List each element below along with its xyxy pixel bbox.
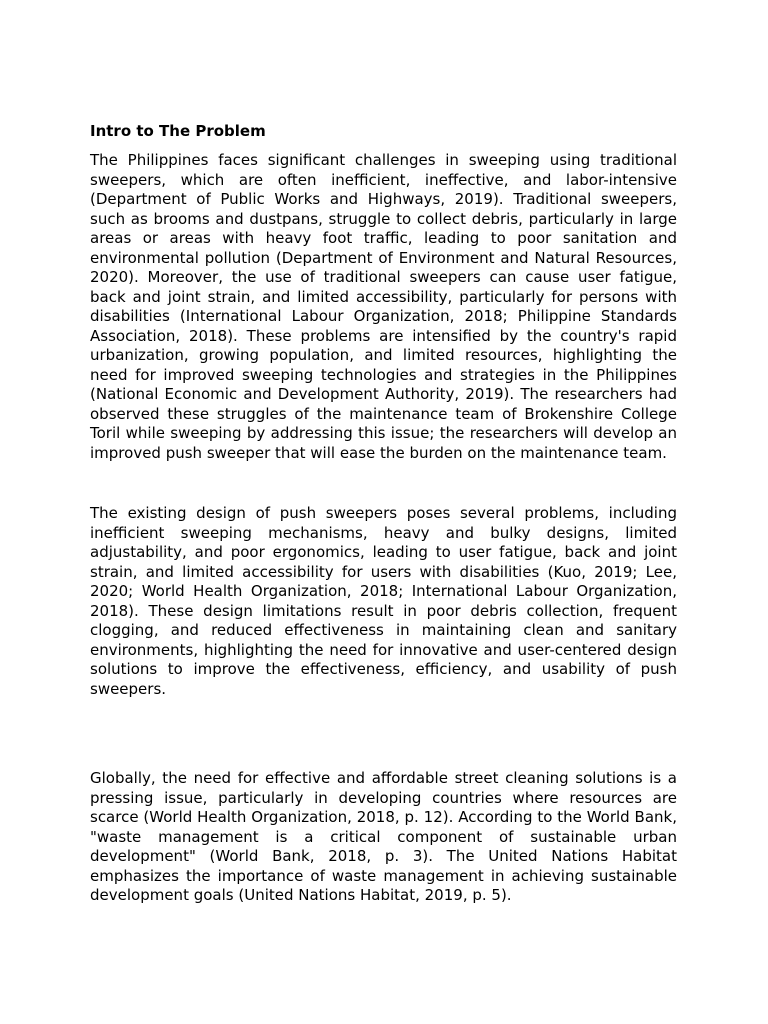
paragraph-existing-design-problems: The existing design of push sweepers poses several problems, including inefficient sweeping mechanisms, heavy and bulky designs, limited adjustability, and poor ergonomics, leading to user fatigue, back and joint strain, and limited accessibility for users with disabilities (Kuo, 2019; Lee, 2020; World Health Organization, 2018; International Labour Organization, 2018). These design limitations result in poor debris collection, frequent clogging, and reduced effectiveness in maintaining clean and sanitary environments, highlighting the need for innovative and user-centered design solutions to improve the effectiveness, efficiency, and usability of push sweepers. [90, 504, 677, 698]
paragraph-global-need: Globally, the need for effective and affordable street cleaning solutions is a pressing issue, particularly in developing countries where resources are scarce (World Health Organization, 2018, p. 12). According to the World Bank, "waste management is a critical component of sustainable urban development" (World Bank, 2018, p. 3). The United Nations Habitat emphasizes the importance of waste management in achieving sustainable development goals (United Nations Habitat, 2019, p. 5). [90, 769, 677, 904]
paragraph-philippines-challenges: The Philippines faces significant challenges in sweeping using traditional sweepers, which are often inefficient, ineffective, and labor-intensive (Department of Public Works and Highways, 2019). Traditional sweepers, such as brooms and dustpans, struggle to collect debris, particularly in large areas or areas with heavy foot traffic, leading to poor sanitation and environmental pollution (Department of Environment and Natural Resources, 2020). Moreover, the use of traditional sweepers can cause user fatigue, back and joint strain, and limited accessibility, particularly for persons with disabilities (International Labour Organization, 2018; Philippine Standards Association, 2018). These problems are intensified by the country's rapid urbanization, growing population, and limited resources, highlighting the need for improved sweeping technologies and strategies in the Philippines (National Economic and Development Authority, 2019). The researchers had observed these struggles of the maintenance team of Brokenshire College Toril while sweeping by addressing this issue; the researchers will develop an improved push sweeper that will ease the burden on the maintenance team. [90, 151, 677, 462]
section-heading: Intro to The Problem [90, 122, 266, 140]
